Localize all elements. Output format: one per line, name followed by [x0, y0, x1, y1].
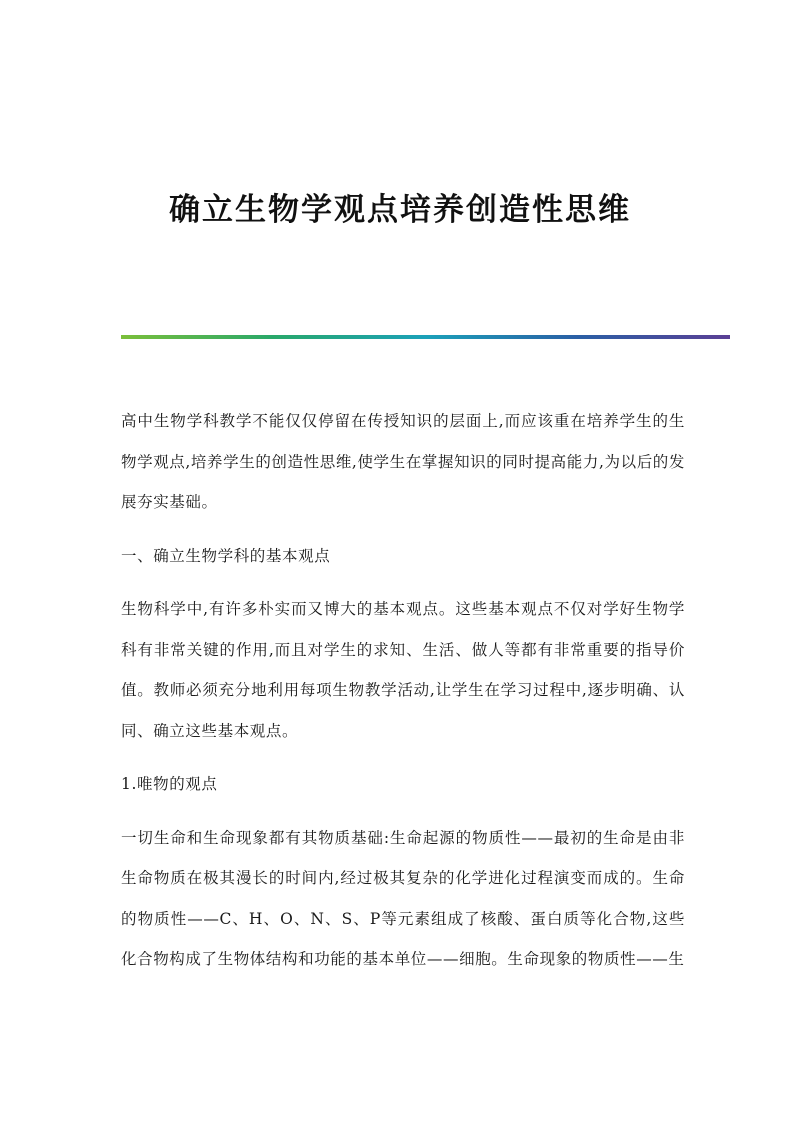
paragraph-basic-views: 生物科学中,有许多朴实而又博大的基本观点。这些基本观点不仅对学好生物学科有非常关键的作用,而且对学生的求知、生活、做人等都有非常重要的指导价值。教师必须充分地利用每项生物教学活动,让学生在学习过程中,逐步明确、认同、确立这些基本观点。: [121, 600, 685, 740]
title-divider: [121, 335, 730, 339]
paragraph-intro: 高中生物学科教学不能仅仅停留在传授知识的层面上,而应该重在培养学生的生物学观点,培养学生的创造性思维,使学生在掌握知识的同时提高能力,为以后的发展夯实基础。: [121, 412, 685, 511]
subsection-heading-1: 1.唯物的观点: [121, 775, 218, 793]
document-title: 确立生物学观点培养创造性思维: [169, 192, 631, 228]
paragraph-materialism: 一切生命和生命现象都有其物质基础:生命起源的物质性——最初的生命是由非生命物质在极其漫长的时间内,经过极其复杂的化学进化过程演变而成的。生命的物质性——C、H、O、N、S、P等元素组成了核酸、蛋白质等化合物,这些化合物构成了生物体结构和功能的基本单位——细胞。生命现象的物质性——生: [121, 828, 685, 968]
document-body: [121, 401, 685, 980]
section-heading-1: 一、确立生物学科的基本观点: [121, 546, 331, 565]
